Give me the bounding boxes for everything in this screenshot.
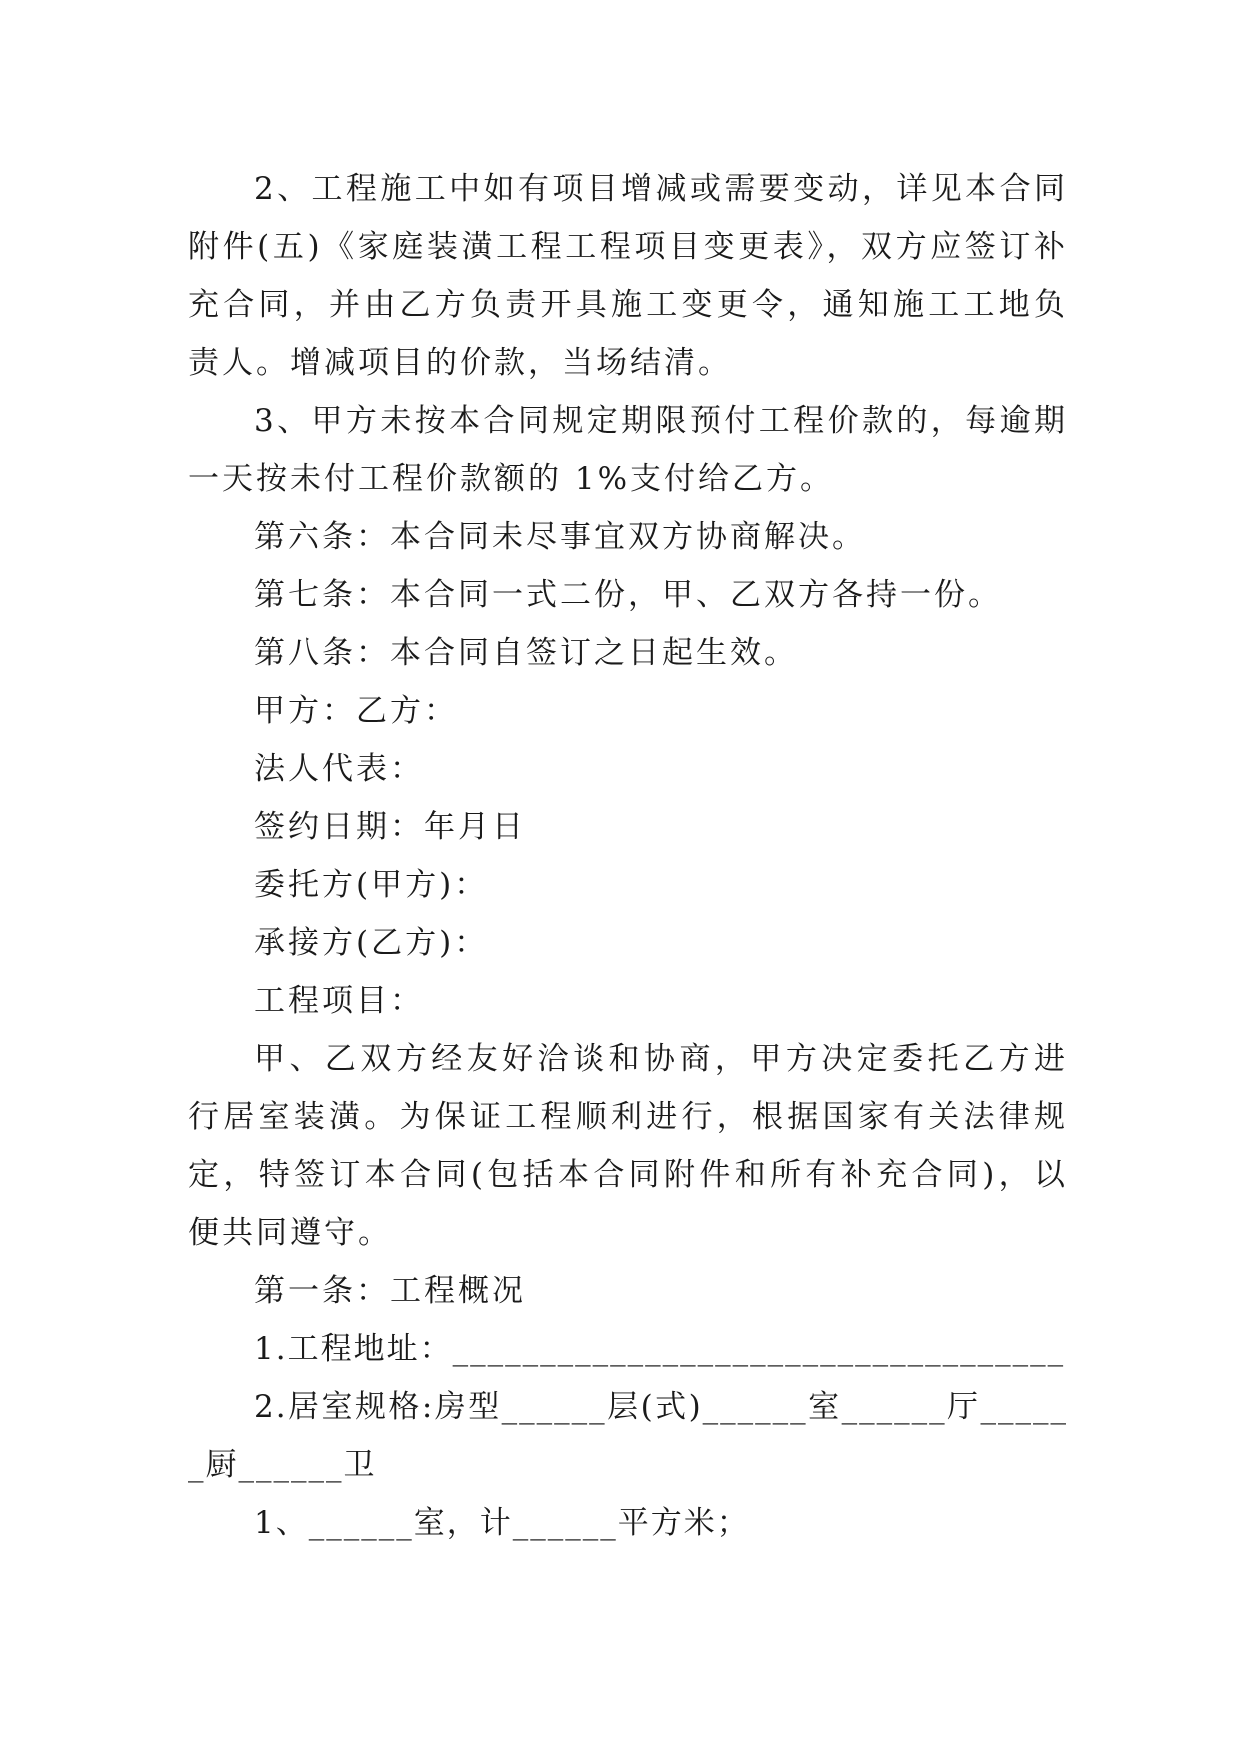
- paragraph-preamble: 甲、乙双方经友好洽谈和协商，甲方决定委托乙方进行居室装潢。为保证工程顺利进行，根据国家有关法律规定，特签订本合同(包括本合同附件和所有补充合同)，以便共同遵守。: [188, 1041, 1068, 1251]
- paragraph-room-area: 1、______室，计______平方米；: [254, 1505, 750, 1541]
- paragraph-legal-representative: 法人代表：: [254, 751, 424, 787]
- paragraph-room-spec: 2.居室规格:房型______层(式)______室______厅______厨______卫: [188, 1389, 1068, 1483]
- paragraph-clause-3: 3、甲方未按本合同规定期限预付工程价款的，每逾期一天按未付工程价款额的 1%支付给乙方。: [188, 403, 1068, 497]
- paragraph-project-address: 1.工程地址：___________________________________: [254, 1331, 1066, 1367]
- paragraph-article-8: 第八条：本合同自签订之日起生效。: [254, 635, 798, 671]
- paragraph-article-1-title: 第一条：工程概况: [254, 1273, 526, 1309]
- paragraph-parties: 甲方：乙方：: [254, 693, 458, 729]
- paragraph-clause-2: 2、工程施工中如有项目增减或需要变动，详见本合同附件(五)《家庭装潢工程工程项目变更表》，双方应签订补充合同，并由乙方负责开具施工变更令，通知施工工地负责人。增减项目的价款，当场结清。: [188, 171, 1068, 381]
- paragraph-article-7: 第七条：本合同一式二份，甲、乙双方各持一份。: [254, 577, 1002, 613]
- document-page: [188, 160, 1068, 1552]
- paragraph-client: 委托方(甲方)：: [254, 867, 489, 903]
- paragraph-sign-date: 签约日期：年月日: [254, 809, 526, 845]
- paragraph-project: 工程项目：: [254, 983, 424, 1019]
- paragraph-contractor: 承接方(乙方)：: [254, 925, 489, 961]
- paragraph-article-6: 第六条：本合同未尽事宜双方协商解决。: [254, 519, 866, 555]
